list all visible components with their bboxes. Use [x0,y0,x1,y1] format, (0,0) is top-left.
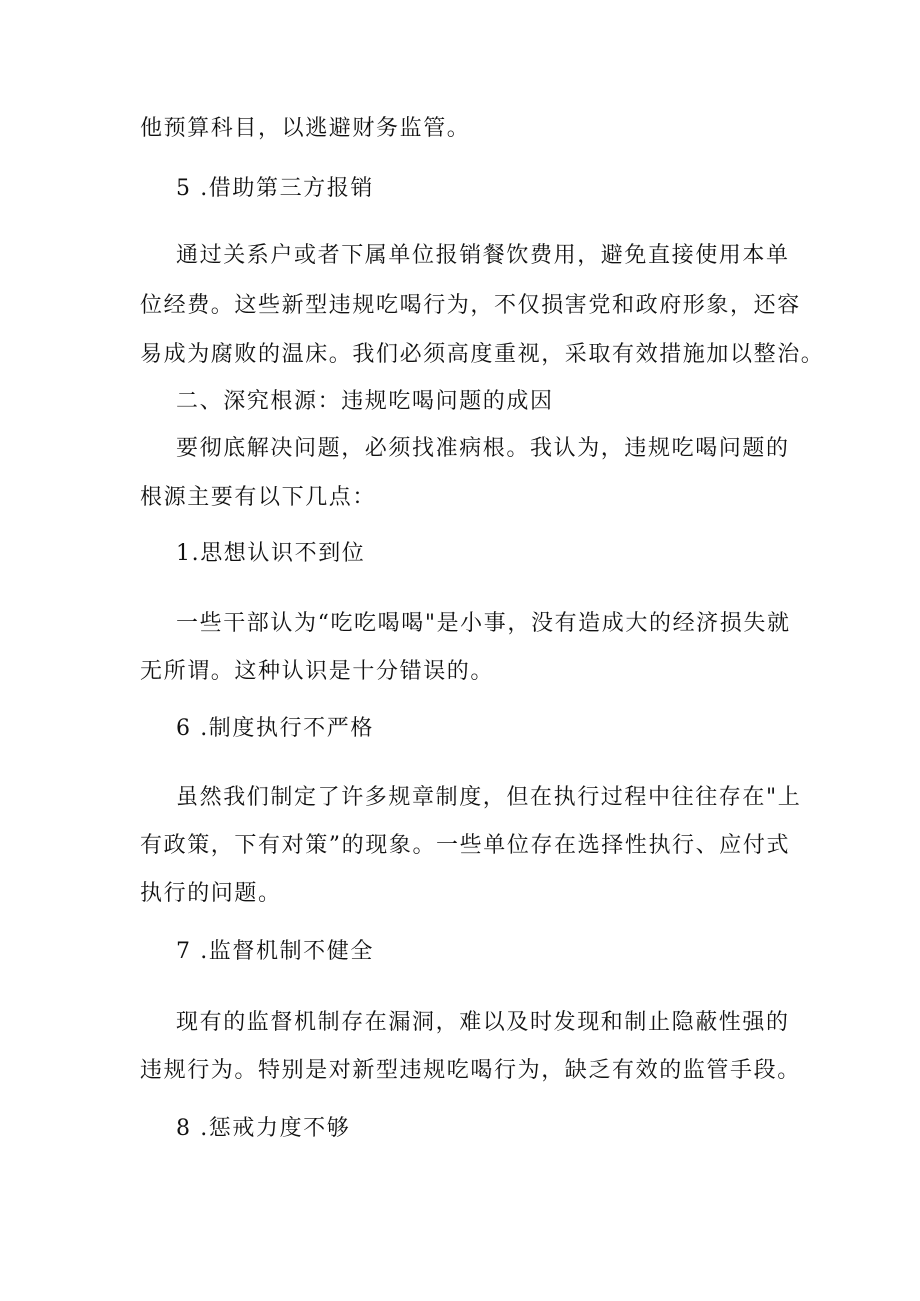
section-heading: 8 .惩戒力度不够 [176,1116,351,1141]
paragraph-line: 有政策，下有对策”的现象。一些单位存在选择性执行、应付式 [140,833,791,858]
paragraph-line: 一些干部认为“吃吃喝喝"是小事，没有造成大的经济损失就 [176,611,791,636]
paragraph-line: 位经费。这些新型违规吃喝行为，不仅损害党和政府形象，还容 [140,293,801,318]
chapter-heading: 二、深究根源：违规吃喝问题的成因 [176,389,554,414]
paragraph-line: 现有的监督机制存在漏洞，难以及时发现和制止隐蔽性强的 [176,1010,790,1035]
paragraph-line: 通过关系户或者下属单位报销餐饮费用，避免直接使用本单 [176,243,790,268]
section-heading: 1.思想认识不到位 [176,541,366,566]
section-heading: 7 .监督机制不健全 [176,939,374,964]
paragraph-line: 无所谓。这种认识是十分错误的。 [140,659,495,684]
paragraph-line: 违规行为。特别是对新型违规吃喝行为，缺乏有效的监管手段。 [140,1058,801,1083]
section-heading: 5 .借助第三方报销 [176,176,374,201]
paragraph-line: 根源主要有以下几点： [140,485,377,510]
paragraph-line: 虽然我们制定了许多规章制度，但在执行过程中往往存在"上 [176,785,802,810]
paragraph-line: 他预算科目，以逃避财务监管。 [140,116,471,141]
paragraph-line: 要彻底解决问题，必须找准病根。我认为，违规吃喝问题的 [176,436,790,461]
paragraph-line: 执行的问题。 [140,881,282,906]
paragraph-line: 易成为腐败的温床。我们必须高度重视，采取有效措施加以整治。 [140,342,825,367]
section-heading: 6 .制度执行不严格 [176,716,374,741]
